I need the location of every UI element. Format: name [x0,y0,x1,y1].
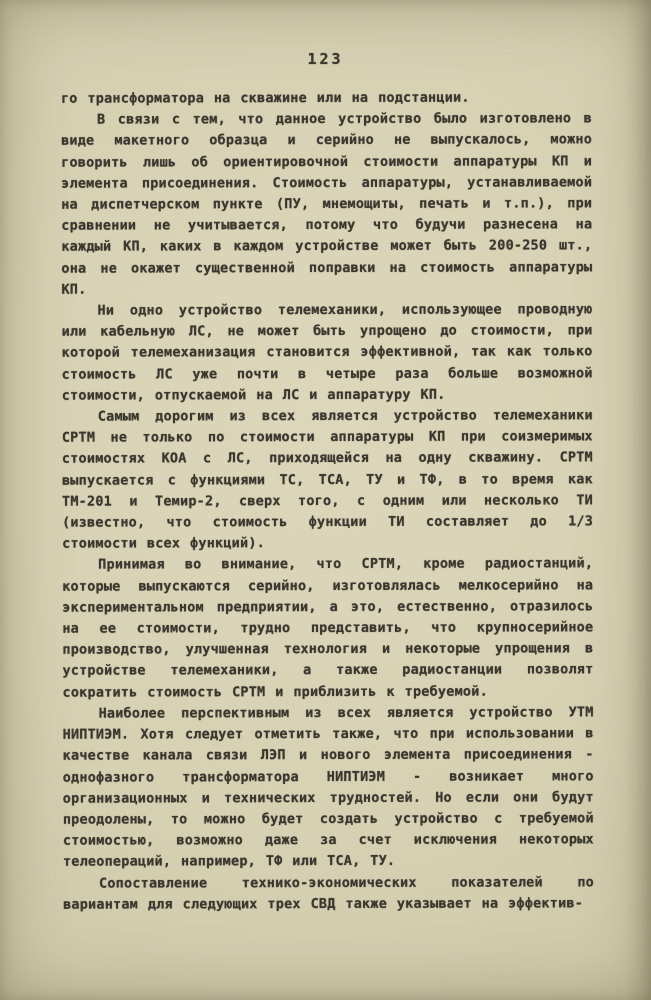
paragraph: Наиболее перспективным из всех является устройство УТМ НИПТИЭМ. Хотя следует отметить также, что при использовании в качестве канала связи ЛЭП и нового элемента присоединения - однофазного трансформатора НИПТИЭМ - возникает много организационных и технических трудностей. Но если они будут преодолены, то можно будет создать устройство с требуемой стоимостью, возможно даже за счет исключения некоторых телеопераций, например, ТФ или ТСА, ТУ. [62,704,594,871]
paragraph: Самым дорогим из всех является устройство телемеханики СРТМ не только по стоимости аппаратуры КП при соизмеримых стоимостях КОА с ЛС, приходящейся на одну скважину. СРТМ выпускается с функциями ТС, ТСА, ТУ и ТФ, в то время как ТМ-201 и Темир-2, сверх того, с одним или несколько ТИ (известно, что стоимость функции ТИ составляет до 1/3 стоимости всех функций). [61,407,594,552]
paragraph-continuation: го трансформатора на скважине или на подстанции. [60,89,470,107]
paragraph: В связи с тем, что данное устройство было изготовлено в виде макетного образца и серийно не выпускалось, можно говорить лишь об ориентировочной стоимости аппаратуры КП и элемента присоединения. Стоимость аппаратуры, устанавливаемой на диспетчерском пункте (ПУ, мнемощиты, печать и т.п.), при сравнении не учитывается, потому что будучи разнесена на каждый КП, каких в каждом устройстве может быть 200-250 шт., она не окажет существенной поправки на стоимость аппаратуры КП. [61,110,593,298]
paragraph: Принимая во внимание, что СРТМ, кроме радиостанций, которые выпускаются серийно, изготовлялась мелкосерийно на экспериментальном предприятии, а это, естественно, отразилось на ее стоимости, трудно представить, что крупносерийное производство, улучшенная технология и некоторые упрощения в устройстве телемеханики, а также радиостанции позволят сократить стоимость СРТМ и приблизить к требуемой. [62,555,594,701]
document-text-block [61,87,594,915]
paragraph: Ни одно устройство телемеханики, использующее проводную или кабельную ЛС, не может быть упрощено до стоимости, при которой телемеханизация становится эффективной, так как только стоимость ЛС уже почти в четыре раза больше возможной стоимости, отпускаемой на ЛС и аппаратуру КП. [61,301,593,404]
page-number: 123 [307,50,344,68]
paragraph-last: Сопоставление технико-экономических показателей по вариантам для следующих трех СВД также указывает на эффектив- [63,873,595,913]
